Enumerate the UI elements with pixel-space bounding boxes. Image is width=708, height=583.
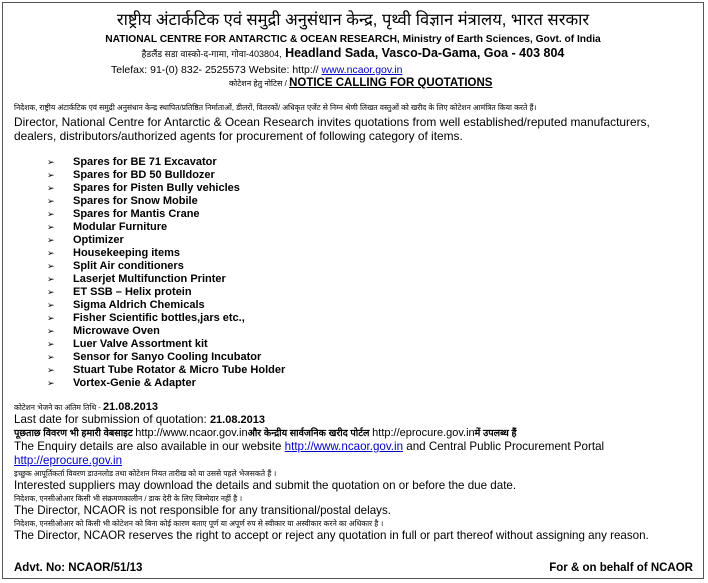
address-line <box>3 46 703 60</box>
interested-english: Interested suppliers may download the details and submit the quotation on or before the due date. <box>14 479 517 492</box>
interested-hindi: इच्छुक आपूर्तिकर्ता विवरण डाउनलोड तथा कोटेशन नियत तारीख को या उससे पहले भेजसकते हैं । <box>14 469 277 478</box>
items-list <box>47 156 285 390</box>
notice-document <box>2 2 704 579</box>
arrow-bullet-icon: ➢ <box>47 352 55 362</box>
list-item: ➢ Split Air conditioners <box>47 260 184 272</box>
list-item: ➢ Laserjet Multifunction Printer <box>47 273 226 285</box>
list-item: ➢ Optimizer <box>47 234 124 246</box>
list-item: ➢ Housekeeping items <box>47 247 180 259</box>
arrow-bullet-icon: ➢ <box>47 300 55 310</box>
address-english: Headland Sada, Vasco-Da-Gama, Goa - 403 804 <box>285 46 565 60</box>
list-item: ➢ Spares for BE 71 Excavator <box>47 156 217 168</box>
notice-english: NOTICE CALLING FOR QUOTATIONS <box>289 77 493 89</box>
last-date-hindi: कोटेशन भेजने का अंतिम तिथि - 21.08.2013 <box>14 401 158 413</box>
arrow-bullet-icon: ➢ <box>47 365 55 375</box>
list-item: ➢ Modular Furniture <box>47 221 168 233</box>
on-behalf-text: For & on behalf of NCAOR <box>549 562 693 574</box>
delay-english: The Director, NCAOR is not responsible for any transitional/postal delays. <box>14 504 391 517</box>
reserve-english: The Director, NCAOR reserves the right to accept or reject any quotation in full or part thereof without assigning any reason. <box>14 529 649 542</box>
arrow-bullet-icon: ➢ <box>47 378 55 388</box>
arrow-bullet-icon: ➢ <box>47 157 55 167</box>
arrow-bullet-icon: ➢ <box>47 274 55 284</box>
list-item: ➢ Sensor for Sanyo Cooling Incubator <box>47 351 262 363</box>
ncaor-link[interactable]: http://www.ncaor.gov.in <box>284 440 404 453</box>
list-item: ➢ Spares for Mantis Crane <box>47 208 200 220</box>
delay-hindi: निदेशक, एनसीओआर किसी भी संक्रमणकालीन / डाक देरी के लिए जिम्मेदार नहीं है । <box>14 494 243 503</box>
list-item: ➢ ET SSB – Helix protein <box>47 286 192 298</box>
enquiry-hindi: पूछताछ विवरण भी हमारी वेबसाइट http://www.ncaor.gov.inऔर केन्द्रीय सार्वजनिक खरीद पोर्टल http://eprocure.gov.inमें उपलब्ध हैं <box>14 427 517 439</box>
english-title: NATIONAL CENTRE FOR ANTARCTIC & OCEAN RESEARCH, Ministry of Earth Sciences, Govt. of India <box>105 34 601 45</box>
arrow-bullet-icon: ➢ <box>47 222 55 232</box>
arrow-bullet-icon: ➢ <box>47 209 55 219</box>
arrow-bullet-icon: ➢ <box>47 287 55 297</box>
list-item: ➢ Vortex-Genie & Adapter <box>47 377 196 389</box>
notice-heading <box>229 77 492 89</box>
hindi-title: राष्ट्रीय अंटार्कटिक एवं समुद्री अनुसंधान केन्द्र, पृथ्वी विज्ञान मंत्रालय, भारत सरकार <box>116 11 590 29</box>
enquiry-english: The Enquiry details are also available in our website http://www.ncaor.gov.in and Central Public Procurement Portal http://eprocure.gov.in <box>14 440 605 467</box>
list-item: ➢ Spares for BD 50 Bulldozer <box>47 169 215 181</box>
arrow-bullet-icon: ➢ <box>47 326 55 336</box>
footer-section <box>14 402 698 543</box>
arrow-bullet-icon: ➢ <box>47 248 55 258</box>
address-hindi: हैडलैंड सडा वास्को-द-गामा, गोवा-403804, <box>141 49 282 59</box>
list-item: ➢ Microwave Oven <box>47 325 160 337</box>
last-date-english: Last date for submission of quotation: 21.08.2013 <box>14 413 265 426</box>
arrow-bullet-icon: ➢ <box>47 235 55 245</box>
intro-english: Director, National Centre for Antarctic & Ocean Research invites quotations from well established/reputed manufacturers, dealers, distributors/authorized agents for procurement of following category of items. <box>14 115 650 143</box>
arrow-bullet-icon: ➢ <box>47 313 55 323</box>
arrow-bullet-icon: ➢ <box>47 170 55 180</box>
advt-number: Advt. No: NCAOR/51/13 <box>14 562 143 574</box>
list-item: ➢ Sigma Aldrich Chemicals <box>47 299 205 311</box>
list-item: ➢ Spares for Pisten Bully vehicles <box>47 182 240 194</box>
list-item: ➢ Spares for Snow Mobile <box>47 195 198 207</box>
list-item: ➢ Luer Valve Assortment kit <box>47 338 208 350</box>
list-item: ➢ Fisher Scientific bottles,jars etc., <box>47 312 245 324</box>
intro-hindi: निदेशक, राष्ट्रीय अंटार्कटिक एवं समुद्री अनुसंधान केन्द्र स्थापित/प्रतिष्ठित निर्माताओं, डीलरों, वितरकों/ अधिकृत एजेंट से निम्न श्रेणी लिखत वस्तुओं को खरीद के लिए कोटेशन आमंत्रित किया करते हैं। <box>14 103 537 112</box>
contact-line <box>111 64 402 76</box>
eprocure-link[interactable]: http://eprocure.gov.in <box>14 454 123 467</box>
list-item: ➢ Stuart Tube Rotator & Micro Tube Holder <box>47 364 286 376</box>
arrow-bullet-icon: ➢ <box>47 196 55 206</box>
telefax-text: Telefax: 91-(0) 832- 2525573 Website: http:// <box>111 64 322 76</box>
arrow-bullet-icon: ➢ <box>47 339 55 349</box>
notice-hindi: कोटेशन हेतु नोटिस / <box>229 79 290 88</box>
arrow-bullet-icon: ➢ <box>47 183 55 193</box>
website-link[interactable]: www.ncaor.gov.in <box>321 64 403 76</box>
arrow-bullet-icon: ➢ <box>47 261 55 271</box>
reserve-hindi: निदेशक, एनसीओआर को किसी भी कोटेशन को बिना कोई कारण बताए पूर्ण या अपूर्ण रुप से स्वीकार या अस्वीकार करने का अधिकार है । <box>14 519 384 528</box>
